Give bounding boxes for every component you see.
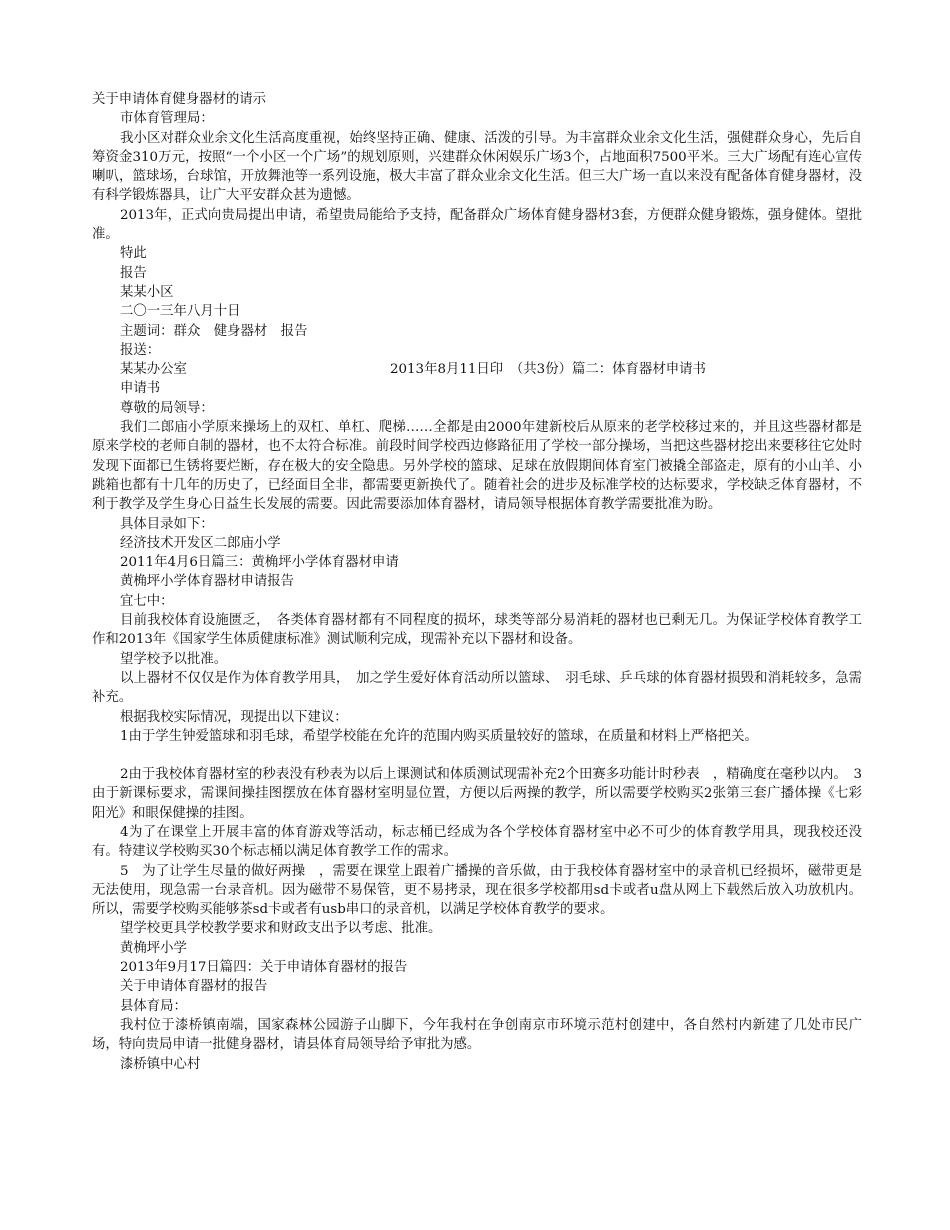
paragraph: 申请书 [120,381,161,397]
paragraph: 报送： [120,342,161,358]
paragraph: 尊敬的局领导： [120,400,214,416]
paragraph: 某某小区 [120,284,174,300]
paragraph: 我们二郎庙小学原来操场上的双杠、单杠、爬梯……全都是由2000年建新校后从原来的老学校移过来的，并且这些器材都是原来学校的老师自制的器材，也不太符合标准。前段时间学校西边修路征用了学校一部分操场，当把这些器材挖出来要移往它处时发现下面都已生锈将要烂断，存在极大的安全隐患。另外学校的篮球、足球在放假期间体育室门被撬全部盗走，原有的小山羊、小跳箱也都有十几年的历史了，已经面目全非，都需要更新换代了。随着社会的进步及标准学校的达标要求，学校缺乏体育器材，不利于教学及学生身心日益生长发展的需要。因此需要添加体育器材，请局领导根据体育教学需要批准为盼。 [92,420,862,513]
paragraph: 我村位于漆桥镇南端，国家森林公园游子山脚下，今年我村在争创南京市环境示范村创建中，各自然村内新建了几处市民广场，特向贵局申请一批健身器材，请县体育局领导给予审批为感。 [92,1017,862,1053]
paragraph: 望学校更具学校教学要求和财政支出予以考虑、批准。 [120,921,442,937]
paragraph: 关于申请体育器材的报告 [120,979,268,995]
paragraph: 具体目录如下： [120,516,214,532]
paragraph: 我小区对群众业余文化生活高度重视，始终坚持正确、健康、活泼的引导。为丰富群众业余文化生活，强健群众身心，先后自筹资金310万元，按照“一个小区一个广场”的规划原则，兴建群众休闲娱乐广场3个，占地面积7500平米。三大广场配有连心宣传喇叭，篮球场，台球馆，开放舞池等一系列设施，极大丰富了群众业余文化生活。但三大广场一直以来没有配备体育健身器材，没有科学锻炼器具，让广大平安群众甚为遗憾。 [92,130,862,204]
document-title: 关于申请体育健身器材的请示 [92,92,267,107]
imprint-date: 2013年8月11日印 （共3份）篇二：体育器材申请书 [390,362,706,378]
paragraph: 黄桷坪小学 [120,940,187,956]
blank-line [92,746,862,765]
paragraph: 漆桥镇中心村 [120,1056,201,1072]
paragraph: 望学校予以批准。 [120,651,228,667]
paragraph: 2由于我校体育器材室的秒表没有秒表为以后上课测试和体质测试现需补充2个田赛多功能计时秒表 ，精确度在毫秒以内。 3由于新课标要求，需课间操挂图摆放在体育器材室明显位置，方便以后两操的教学，所以需要学校购买2张第三套广播体操《七彩阳光》和眼保健操的挂图。 [92,767,862,821]
paragraph: 宜七中： [120,593,174,609]
paragraph: 5 为了让学生尽量的做好两操 ，需要在课堂上跟着广播操的音乐做，由于我校体育器材室中的录音机已经损坏，磁带更是无法使用，现急需一台录音机。因为磁带不易保管，更不易拷录，现在很多学校都用sd卡或者u盘从网上下载然后放入功放机内。所以，需要学校购买能够茶sd卡或者有usb串口的录音机，以满足学校体育教学的要求。 [92,863,862,918]
paragraph: 2013年，正式向贵局提出申请，希望贵局能给予支持，配备群众广场体育健身器材3套，方便群众健身锻炼，强身健体。望批准。 [92,207,862,243]
paragraph: 1由于学生钟爱篮球和羽毛球，希望学校能在允许的范围内购买质量较好的篮球，在质量和材料上严格把关。 [120,728,758,744]
imprint-office: 某某办公室 [120,362,187,378]
paragraph: 目前我校体育设施匮乏， 各类体育器材都有不同程度的损坏，球类等部分易消耗的器材也已剩无几。为保证学校体育教学工作和2013年《国家学生体质健康标准》测试顺利完成，现需补充以下器材和设备。 [92,613,862,648]
paragraph: 报告 [120,265,147,281]
paragraph: 二〇一三年八月十日 [120,304,241,320]
paragraph: 2013年9月17日篇四：关于申请体育器材的报告 [120,960,408,976]
paragraph: 市体育管理局： [120,111,214,127]
paragraph: 特此 [120,246,147,262]
paragraph: 主题词：群众 健身器材 报告 [120,323,308,339]
paragraph: 黄桷坪小学体育器材申请报告 [120,574,295,590]
paragraph: 2011年4月6日篇三：黄桷坪小学体育器材申请 [120,555,399,571]
paragraph: 以上器材不仅仅是作为体育教学用具， 加之学生爱好体育活动所以篮球、 羽毛球、乒乓球的体育器材损毁和消耗较多，急需补充。 [92,670,862,706]
document-body [92,90,862,1074]
paragraph: 根据我校实际情况，现提出以下建议： [120,709,348,725]
imprint-line [92,360,862,379]
paragraph: 经济技术开发区二郎庙小学 [120,535,281,551]
paragraph: 县体育局： [120,998,187,1014]
paragraph: 4为了在课堂上开展丰富的体育游戏等活动，标志桶已经成为各个学校体育器材室中必不可少的体育教学用具，现我校还没有。特建议学校购买30个标志桶以满足体育教学工作的需求。 [92,824,862,860]
